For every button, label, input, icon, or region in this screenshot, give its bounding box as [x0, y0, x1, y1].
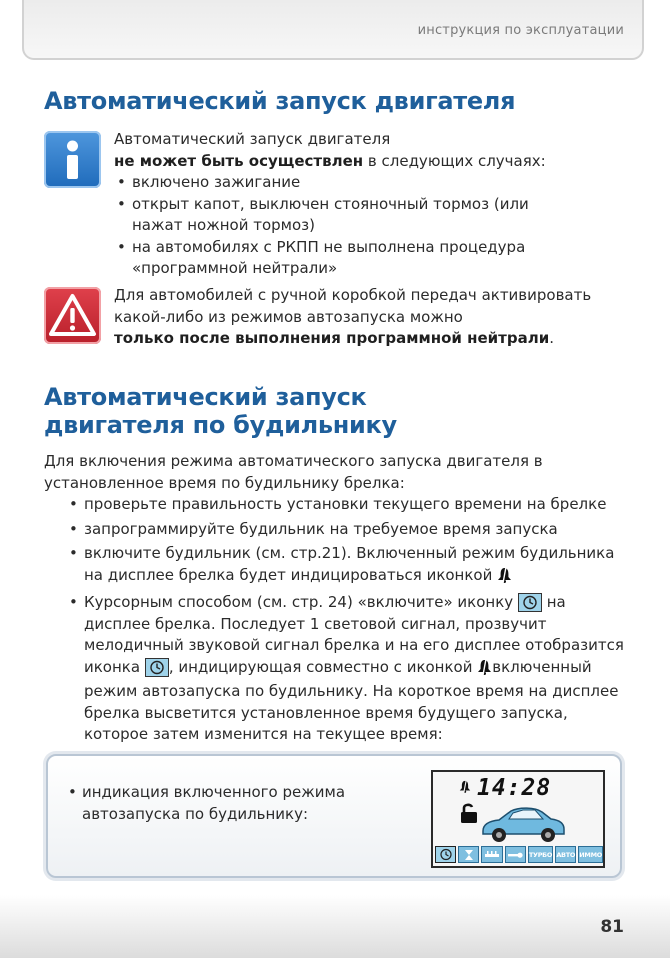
list-item-text: включите будильник (см. стр.21). Включенный режим будильника на дисплее брелка будет индицироваться иконкой	[84, 544, 615, 584]
warning-bold: только после выполнения программной нейтрали	[114, 329, 550, 347]
info-tail: в следующих случаях:	[363, 151, 546, 170]
section-title-line1: Автоматический запуск	[44, 383, 367, 411]
warning-icon	[44, 287, 101, 344]
wrench-icon	[505, 846, 526, 863]
list-item: • включено зажигание	[114, 172, 564, 194]
list-item	[66, 543, 626, 589]
alarm-clock-icon	[518, 593, 542, 612]
car-icon	[479, 798, 567, 850]
header-bar	[22, 0, 644, 60]
auto-label: АВТО	[555, 846, 576, 863]
page-number: 81	[600, 917, 624, 937]
list-item: • проверьте правильность установки текущего времени на брелке	[66, 494, 626, 516]
info-list	[114, 172, 564, 280]
alarm-intro: Для включения режима автоматического запуска двигателя в установленное время по будильнику брелка:	[44, 452, 543, 492]
info-condition	[114, 151, 564, 173]
indication-line1: индикация включенного режима	[82, 783, 346, 801]
warning-tail: .	[549, 329, 555, 347]
list-item-text: на дисплее брелка. Последует 1 световой сигнал, прозвучит мелодичный звуковой сигнал брелка и на его дисплее отобразится иконка	[84, 593, 624, 676]
immo-label: ИММО	[578, 846, 603, 863]
section-title-autostart: Автоматический запуск двигателя	[44, 87, 516, 115]
unlock-icon	[459, 802, 479, 828]
hourglass-icon	[458, 846, 479, 863]
keyfob-display	[431, 770, 605, 868]
alarm-clock-icon	[435, 846, 456, 863]
list-item: • на автомобилях с РКПП не выполнена процедура «программной нейтрали»	[114, 237, 564, 280]
indication-box	[46, 754, 622, 878]
bell-icon	[477, 659, 492, 682]
header-label: инструкция по эксплуатации	[417, 23, 624, 38]
info-block	[114, 129, 564, 280]
thermometer-icon	[481, 846, 502, 863]
display-time: 14:28	[477, 775, 552, 801]
list-item	[66, 592, 626, 746]
info-bold: не может быть осуществлен	[114, 151, 364, 170]
list-item-text: Курсорным способом (см. стр. 24) «включите» иконку	[84, 593, 514, 611]
info-icon	[44, 131, 101, 188]
list-item: • запрограммируйте будильник на требуемое время запуска	[66, 519, 626, 541]
warning-block	[114, 285, 614, 350]
turbo-label: ТУРБО	[528, 846, 553, 863]
indication-line2: автозапуска по будильнику:	[82, 804, 309, 823]
section-title-line2: двигателя по будильнику	[44, 411, 397, 439]
indication-text	[66, 782, 345, 825]
bell-icon	[459, 778, 471, 797]
footer-band	[0, 895, 670, 958]
warning-text	[114, 285, 614, 350]
alarm-clock-icon	[145, 658, 169, 677]
list-item: • открыт капот, выключен стояночный тормоз (или нажат ножной тормоз)	[114, 194, 564, 237]
list-item-text: , индицирующая совместно с иконкой	[168, 657, 473, 676]
display-icon-strip	[435, 846, 603, 863]
info-lead: Автоматический запуск двигателя	[114, 130, 391, 148]
warning-main: Для автомобилей с ручной коробкой передач активировать какой-либо из режимов автозапуска можно	[114, 286, 592, 326]
bell-icon	[497, 567, 512, 590]
alarm-list	[66, 494, 626, 749]
section-title-alarm	[44, 383, 397, 439]
list-item-text: включенный режим автозапуска по будильнику. На короткое время на дисплее брелка высветится установленное время будущего запуска, которое затем изменится на текущее время:	[84, 657, 619, 743]
